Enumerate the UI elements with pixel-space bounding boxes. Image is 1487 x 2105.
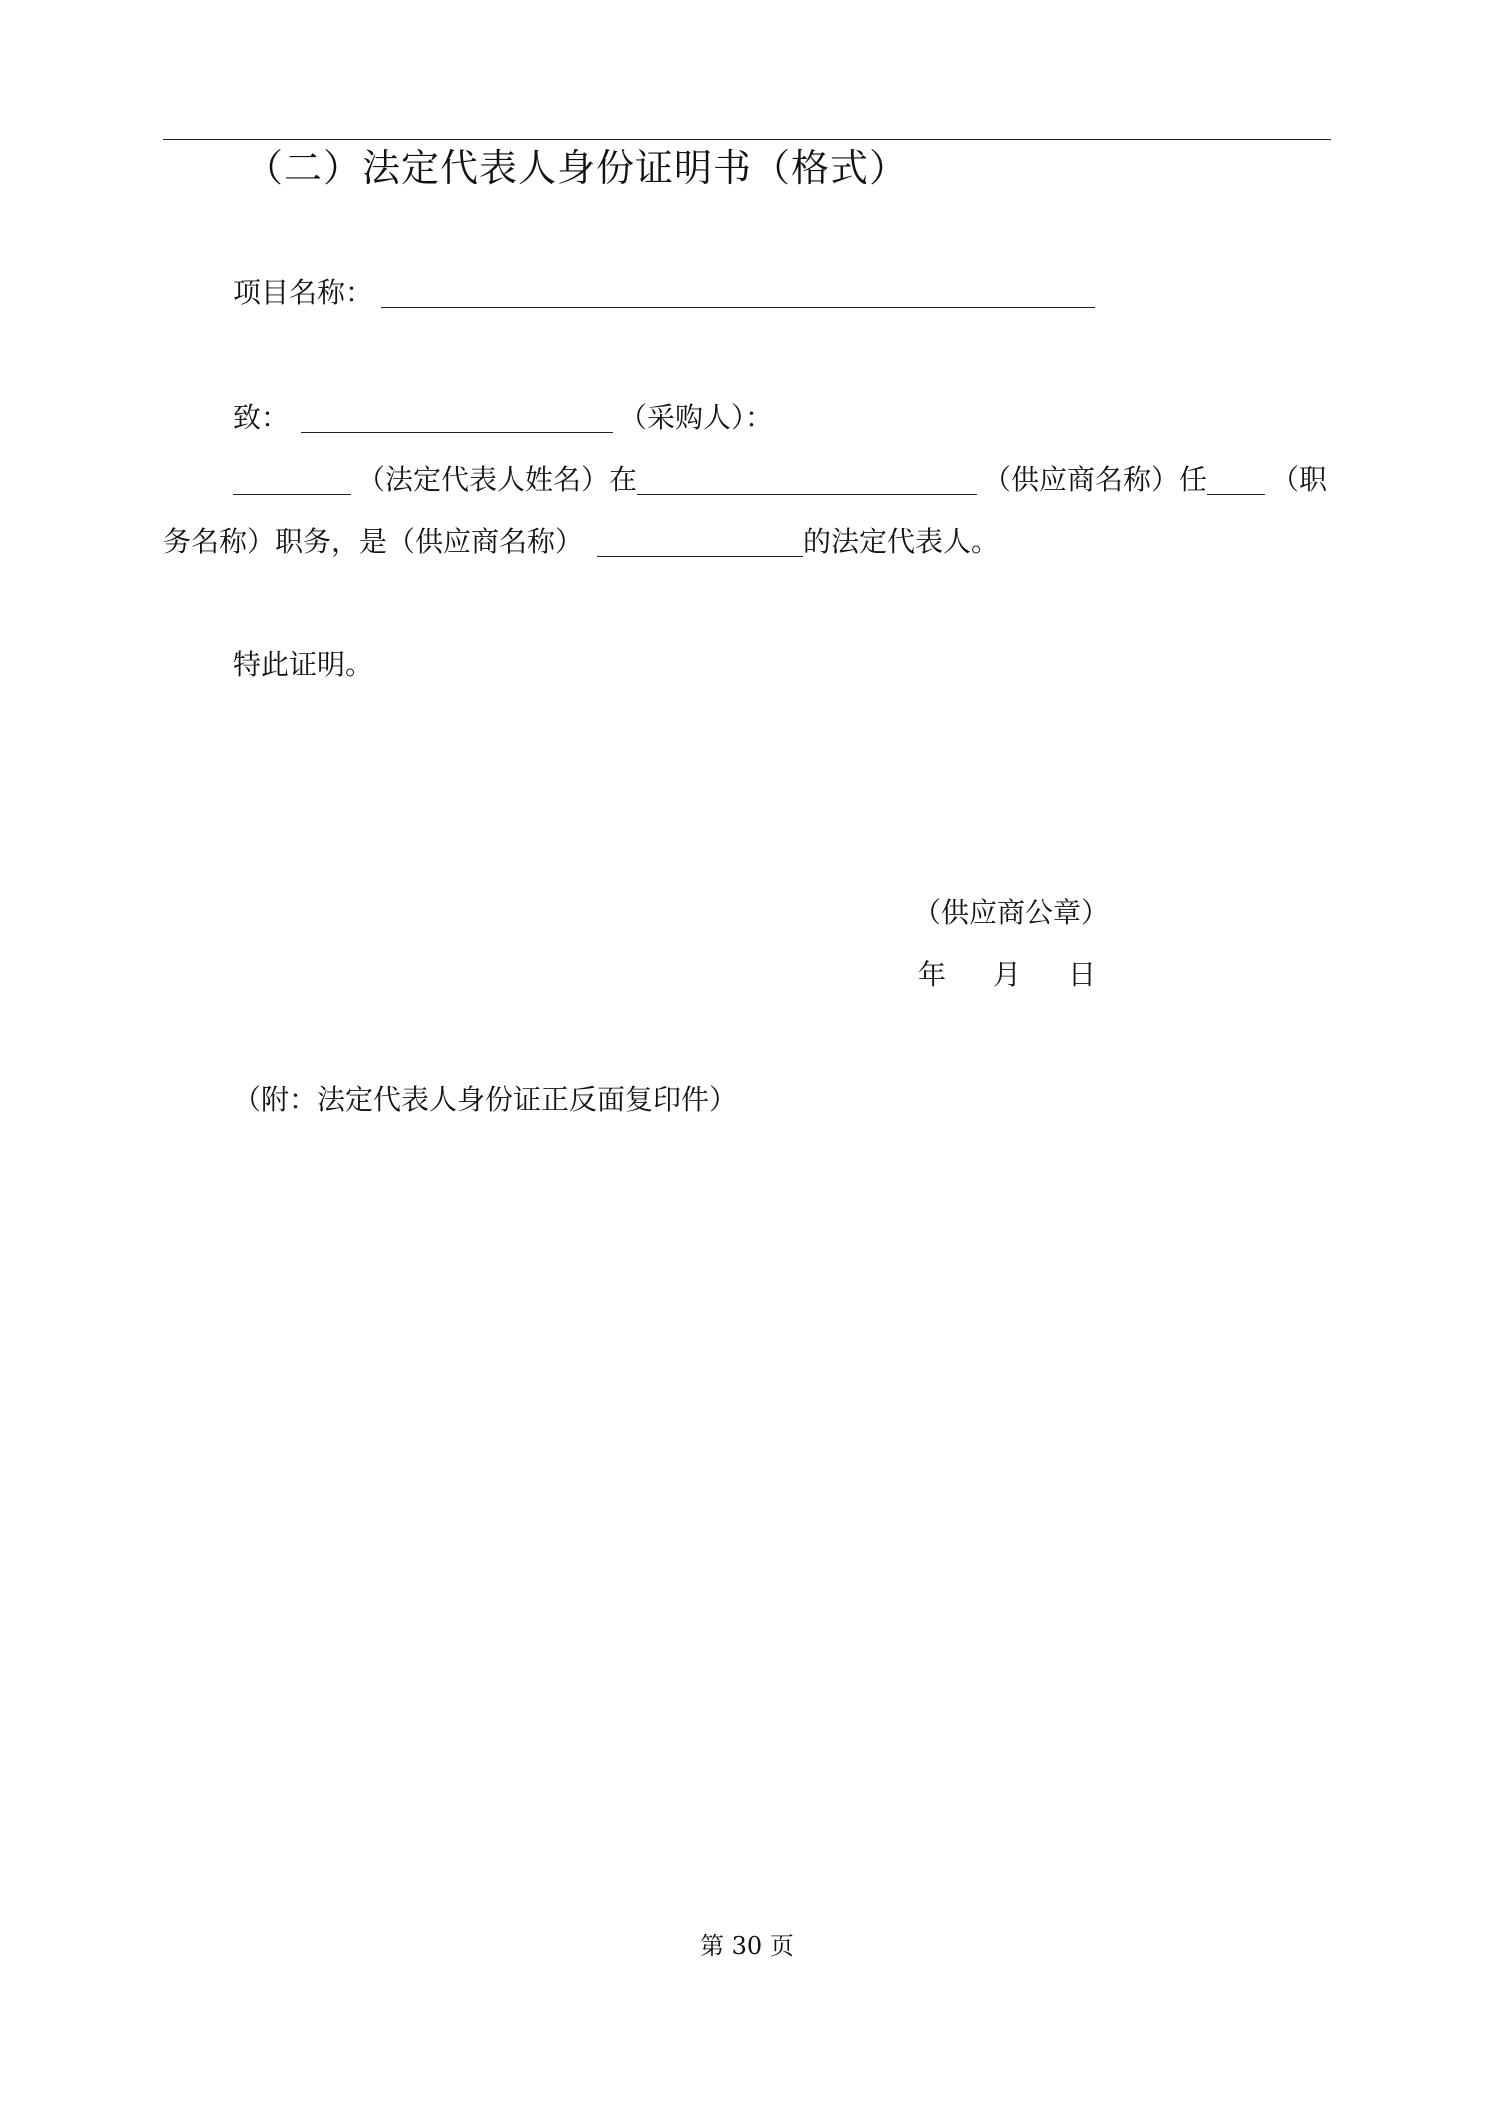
addressee-suffix: （采购人）： <box>619 401 774 434</box>
body-line-1 <box>233 460 1327 500</box>
page-suffix: 页 <box>769 1932 794 1960</box>
supplier-seal-label: （供应商公章） <box>913 896 1110 929</box>
document-heading: （二）法定代表人身份证明书（格式） <box>245 146 909 190</box>
date-day: 日 <box>1068 958 1097 991</box>
representative-name-blank[interactable] <box>233 464 351 495</box>
date-year: 年 <box>918 958 947 991</box>
supplier-name-blank[interactable] <box>637 464 977 495</box>
attachment-note: （附：法定代表人身份证正反面复印件） <box>233 1083 738 1116</box>
header-rule <box>163 139 1331 140</box>
body-text-1: （法定代表人姓名）在 <box>357 463 638 496</box>
supplier-name-blank-2[interactable] <box>597 526 803 557</box>
purchaser-blank[interactable] <box>301 402 613 433</box>
addressee-prefix: 致： <box>233 401 290 434</box>
project-name-row <box>233 273 1095 313</box>
body-text-5: 的法定代表人。 <box>803 525 1000 558</box>
body-line-2 <box>163 522 999 562</box>
date-month: 月 <box>993 958 1022 991</box>
date-row <box>918 955 1096 995</box>
project-name-label: 项目名称： <box>233 276 374 309</box>
body-text-4: 务名称）职务，是（供应商名称） <box>163 525 584 558</box>
page-value: 30 <box>731 1932 763 1960</box>
position-blank[interactable] <box>1207 464 1265 495</box>
certify-text: 特此证明。 <box>233 648 374 681</box>
body-text-2: （供应商名称）任 <box>983 463 1208 496</box>
addressee-row <box>233 398 773 438</box>
body-text-3: （职 <box>1271 463 1328 496</box>
page-prefix: 第 <box>700 1932 724 1960</box>
page-number <box>700 1931 794 1961</box>
project-name-blank[interactable] <box>381 277 1095 308</box>
